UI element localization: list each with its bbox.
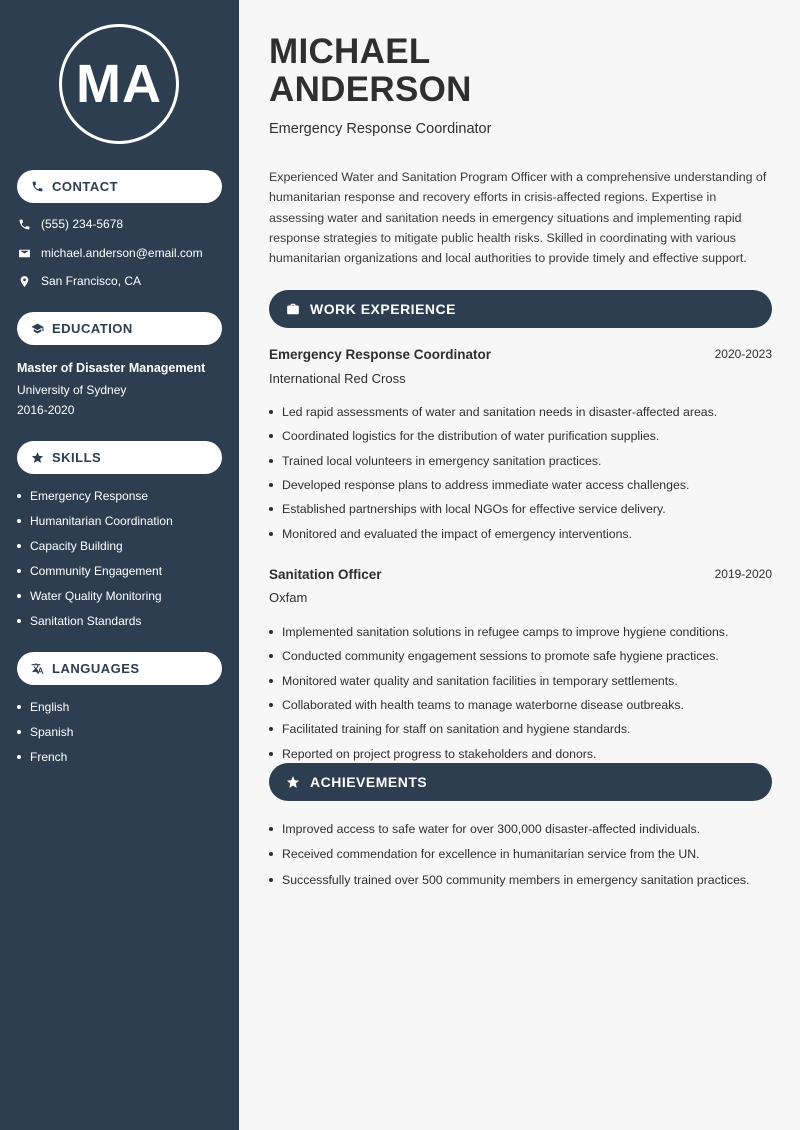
- list-item: Developed response plans to address immediate water access challenges.: [269, 473, 772, 497]
- monogram-avatar: MA: [59, 24, 179, 144]
- education-heading: [17, 312, 222, 345]
- list-item: Community Engagement: [17, 558, 173, 583]
- phone-text: (555) 234-5678: [41, 217, 124, 231]
- work-experience-heading-label: WORK EXPERIENCE: [310, 301, 456, 317]
- list-item: Led rapid assessments of water and sanitation needs in disaster-affected areas.: [269, 400, 772, 424]
- list-item: Spanish: [17, 719, 73, 744]
- briefcase-icon: [285, 302, 300, 317]
- list-item: Trained local volunteers in emergency sanitation practices.: [269, 449, 772, 473]
- phone-icon: [30, 180, 44, 194]
- list-item: Received commendation for excellence in humanitarian service from the UN.: [269, 842, 772, 868]
- job-dates: 2019-2020: [714, 567, 772, 581]
- email-text: michael.anderson@email.com: [41, 246, 203, 260]
- work-experience-heading: [269, 290, 772, 328]
- list-item: French: [17, 744, 73, 769]
- sidebar: [0, 0, 239, 1130]
- list-item: Water Quality Monitoring: [17, 583, 173, 608]
- location-pin-icon: [17, 274, 31, 288]
- list-item: Reported on project progress to stakeholders and donors.: [269, 741, 772, 765]
- job-organization: International Red Cross: [269, 371, 406, 386]
- achievements-list: [269, 816, 772, 893]
- contact-phone: [17, 217, 123, 231]
- contact-heading: [17, 170, 222, 203]
- list-item: Improved access to safe water for over 300,000 disaster-affected individuals.: [269, 816, 772, 842]
- list-item: Conducted community engagement sessions to promote safe hygiene practices.: [269, 644, 772, 668]
- job-title: Emergency Response Coordinator: [269, 347, 492, 362]
- role-title: Emergency Response Coordinator: [269, 121, 492, 137]
- list-item: Monitored and evaluated the impact of emergency interventions.: [269, 521, 772, 545]
- list-item: Coordinated logistics for the distribution of water purification supplies.: [269, 424, 772, 448]
- education-heading-label: EDUCATION: [52, 321, 133, 336]
- job-bullets: [269, 620, 772, 766]
- skills-heading: [17, 441, 222, 474]
- languages-heading-label: LANGUAGES: [52, 661, 140, 676]
- skills-heading-label: SKILLS: [52, 450, 102, 465]
- contact-heading-label: CONTACT: [52, 179, 119, 194]
- contact-location: [17, 274, 141, 288]
- star-icon: [30, 451, 44, 465]
- job-bullets: [269, 400, 772, 546]
- list-item: Implemented sanitation solutions in refugee camps to improve hygiene conditions.: [269, 620, 772, 644]
- list-item: Monitored water quality and sanitation facilities in temporary settlements.: [269, 669, 772, 693]
- education-years: 2016-2020: [17, 403, 75, 417]
- phone-icon: [17, 217, 31, 231]
- achievements-heading-label: ACHIEVEMENTS: [310, 774, 428, 790]
- list-item: Emergency Response: [17, 483, 173, 508]
- mail-icon: [17, 246, 31, 260]
- list-item: Capacity Building: [17, 533, 173, 558]
- languages-list: [17, 694, 73, 769]
- list-item: Established partnerships with local NGOs for effective service delivery.: [269, 497, 772, 521]
- job-dates: 2020-2023: [714, 347, 772, 361]
- skills-list: [17, 483, 173, 633]
- translate-icon: [30, 662, 44, 676]
- name-last: ANDERSON: [269, 70, 472, 109]
- job-title: Sanitation Officer: [269, 567, 382, 582]
- name-first: MICHAEL: [269, 32, 431, 71]
- location-text: San Francisco, CA: [41, 274, 142, 288]
- contact-email: [17, 246, 203, 260]
- list-item: Successfully trained over 500 community members in emergency sanitation practices.: [269, 867, 772, 893]
- list-item: Humanitarian Coordination: [17, 508, 173, 533]
- list-item: Facilitated training for staff on sanitation and hygiene standards.: [269, 717, 772, 741]
- job-organization: Oxfam: [269, 590, 308, 605]
- list-item: Collaborated with health teams to manage waterborne disease outbreaks.: [269, 693, 772, 717]
- full-name: [269, 33, 472, 109]
- list-item: Sanitation Standards: [17, 608, 173, 633]
- languages-heading: [17, 652, 222, 685]
- summary: Experienced Water and Sanitation Program Officer with a comprehensive understanding of humanitarian response and recovery efforts in crisis-affected regions. Expertise in assessing water and sanitation needs in emergency situations and implementing rapid response strategies to mitigate public health risks. Skilled in coordinating with various humanitarian organizations and local authorities to provide timely and effective support.: [269, 170, 767, 266]
- list-item: English: [17, 694, 73, 719]
- achievements-heading: [269, 763, 772, 801]
- graduation-cap-icon: [30, 322, 44, 336]
- education-school: University of Sydney: [17, 383, 127, 397]
- star-icon: [285, 775, 300, 790]
- education-degree: Master of Disaster Management: [17, 361, 206, 375]
